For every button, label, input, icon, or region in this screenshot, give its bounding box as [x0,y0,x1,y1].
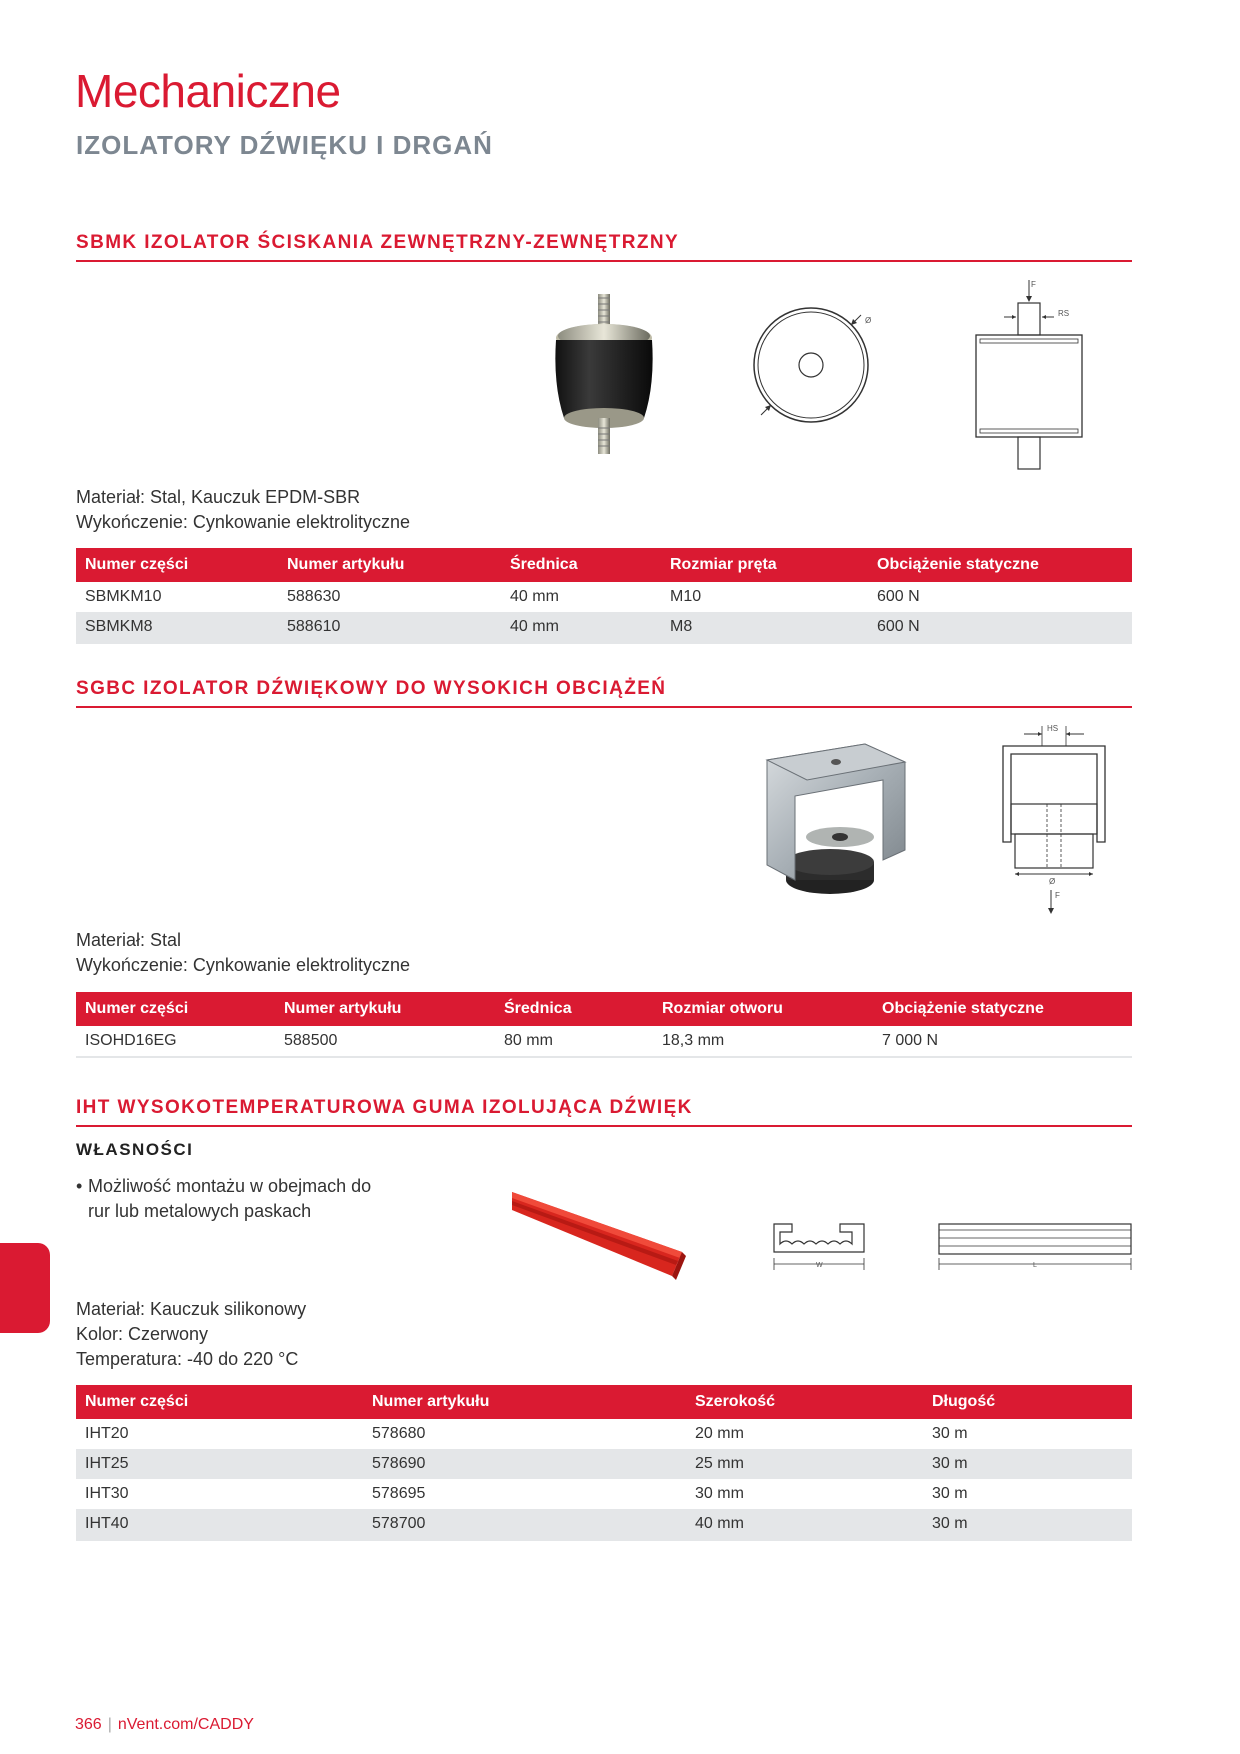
column-header: Długość [923,1385,1132,1419]
page-title: Mechaniczne [75,65,341,117]
column-header: Numer artykułu [363,1385,686,1419]
bullet-icon: • [76,1176,83,1196]
column-header: Rozmiar pręta [661,548,868,582]
iht-color: Kolor: Czerwony [76,1324,209,1344]
column-header: Obciążenie statyczne [873,992,1132,1026]
table-cell: 18,3 mm [653,1026,873,1057]
iht-temperature: Temperatura: -40 do 220 °C [76,1349,299,1369]
table-cell: 30 mm [695,1485,744,1502]
sgbc-product-photo [755,740,925,905]
sgbc-front-diagram [995,720,1115,920]
table-cell: SBMKM8 [76,612,278,643]
table-row [76,582,1132,612]
column-header: Obciążenie statyczne [868,548,1132,582]
column-header: Numer artykułu [275,992,495,1026]
table-cell: SBMKM10 [85,588,162,605]
table-cell: 80 mm [495,1026,653,1057]
table-cell: IHT40 [76,1509,363,1540]
table-cell: M10 [670,588,702,605]
sbmk-material: Materiał: Stal, Kauczuk EPDM-SBR [76,487,361,507]
section-title-iht: IHT WYSOKOTEMPERATUROWA GUMA IZOLUJĄCA DŹWIĘK [76,1097,1132,1127]
table-cell: 40 mm [686,1509,923,1540]
sgbc-info [76,928,410,978]
table-cell: 40 mm [510,588,559,605]
sbmk-diameter-label: Ø [865,316,872,325]
section-title-sbmk: SBMK IZOLATOR ŚCISKANIA ZEWNĘTRZNY-ZEWNĘTRZNY [76,232,1132,262]
table-row [76,1026,1132,1057]
table-cell: 588630 [287,588,341,605]
sbmk-info [76,485,410,535]
sgbc-diameter-label: Ø [1049,877,1056,886]
table-cell: 30 m [923,1509,1132,1540]
page-subtitle: IZOLATORY DŹWIĘKU I DRGAŃ [76,130,493,160]
column-header: Rozmiar otworu [653,992,873,1026]
sbmk-finish: Wykończenie: Cynkowanie elektrolityczne [76,512,410,532]
table-cell: 25 mm [686,1449,923,1479]
sgbc-finish: Wykończenie: Cynkowanie elektrolityczne [76,955,410,975]
sgbc-material: Materiał: Stal [76,930,182,950]
table-cell: 7 000 N [873,1026,1132,1057]
table-cell: 588610 [278,612,501,643]
footer [75,1716,254,1734]
table-cell: 600 N [868,612,1132,643]
sbmk-top-view-diagram [745,300,885,430]
footer-separator: | [107,1716,112,1733]
table-row [76,1419,1132,1449]
sgbc-table [76,992,1132,1058]
page-number: 366 [75,1716,102,1733]
column-header: Średnica [495,992,653,1026]
table-cell: IHT25 [76,1449,363,1479]
sgbc-hs-label: HS [1047,724,1059,733]
list-item [76,1174,396,1224]
iht-width-label: W [816,1262,823,1269]
table-row [76,1479,1132,1509]
column-header: Numer części [76,992,275,1026]
section-title-sgbc: SGBC IZOLATOR DŹWIĘKOWY DO WYSOKICH OBCIĄŻEŃ [76,678,1132,708]
properties-list [76,1174,396,1224]
iht-info [76,1297,306,1372]
table-header-row [76,1385,1132,1419]
iht-profile-diagram [770,1220,870,1275]
table-cell: M8 [661,612,868,643]
table-cell: 578680 [372,1425,426,1442]
iht-table [76,1385,1132,1541]
table-cell: 40 mm [501,612,661,643]
table-cell: 588500 [275,1026,495,1057]
table-cell: ISOHD16EG [76,1026,275,1057]
column-header: Szerokość [686,1385,923,1419]
sbmk-rs-label: RS [1058,309,1070,318]
table-cell: 30 m [932,1425,968,1442]
table-cell: 30 m [932,1485,968,1502]
table-header-row [76,548,1132,582]
iht-product-photo [510,1190,690,1285]
sbmk-table [76,548,1132,644]
column-header: Numer artykułu [278,548,501,582]
column-header: Numer części [76,548,278,582]
table-cell: 20 mm [695,1425,744,1442]
table-cell: IHT30 [85,1485,129,1502]
properties-heading: WŁASNOŚCI [76,1140,194,1159]
column-header: Numer części [76,1385,363,1419]
table-cell: 578690 [363,1449,686,1479]
table-cell: 578700 [363,1509,686,1540]
sbmk-product-photo [545,290,665,460]
table-cell: 30 m [923,1449,1132,1479]
table-row [76,1449,1132,1479]
property-text: Możliwość montażu w obejmach do rur lub metalowych paskach [88,1176,372,1221]
column-header: Średnica [501,548,661,582]
table-cell: 600 N [877,588,920,605]
iht-material: Materiał: Kauczuk silikonowy [76,1299,307,1319]
footer-link[interactable]: nVent.com/CADDY [117,1716,254,1733]
table-row [76,612,1132,643]
table-header-row [76,992,1132,1026]
chapter-tab-marker [0,1243,50,1333]
iht-length-label: L [1033,1262,1037,1269]
sbmk-force-label: F [1031,280,1036,289]
sgbc-force-label: F [1055,891,1060,900]
sbmk-side-view-diagram [970,278,1090,473]
table-cell: IHT20 [85,1425,129,1442]
table-row [76,1509,1132,1540]
iht-length-diagram [935,1220,1135,1275]
table-cell: 578695 [372,1485,426,1502]
